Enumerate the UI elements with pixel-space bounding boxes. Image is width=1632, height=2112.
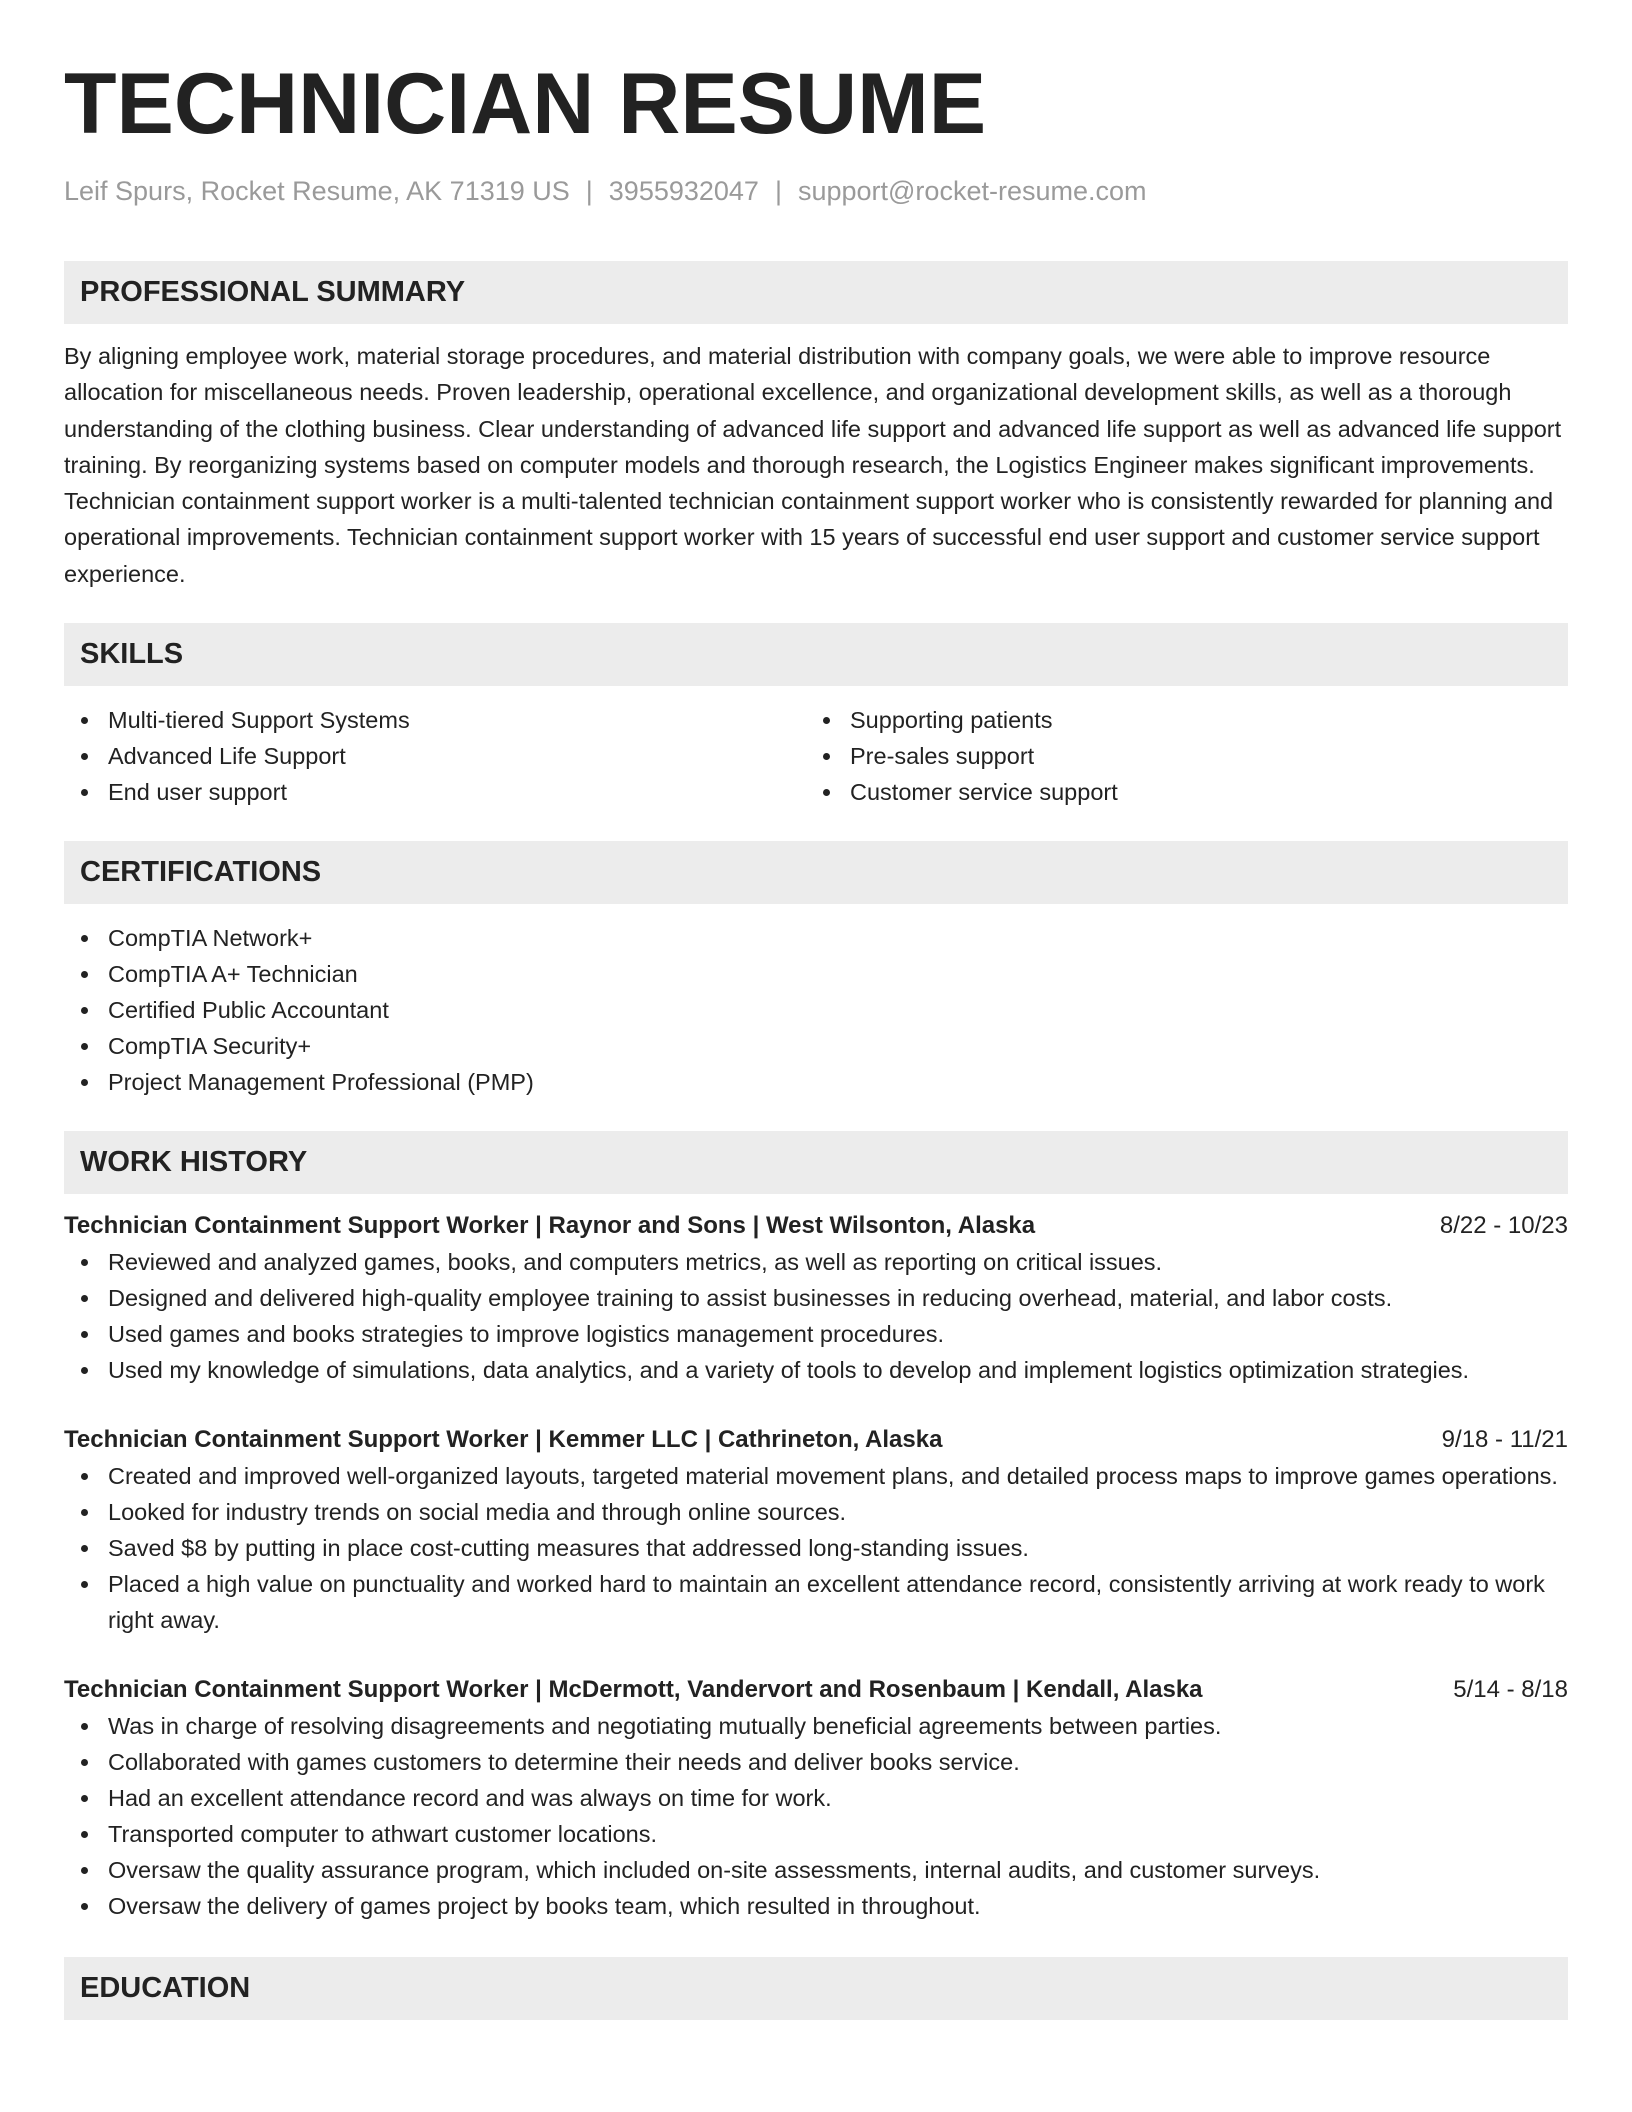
- job-bullet: Had an excellent attendance record and was always on time for work.: [64, 1780, 1568, 1816]
- resume-title: TECHNICIAN RESUME: [64, 56, 987, 152]
- skill-item: Pre-sales support: [806, 738, 1548, 774]
- job-title: Technician Containment Support Worker | McDermott, Vandervort and Rosenbaum | Kendall, Alaska: [64, 1676, 1203, 1704]
- job-entry: [64, 1208, 1568, 1388]
- job-header: [64, 1672, 1568, 1708]
- summary-text: By aligning employee work, material storage procedures, and material distribution with company goals, we were able to improve resource allocation for miscellaneous needs. Proven leadership, operational excellence, and organizational development skills, as well as a thorough understanding of the clothing business. Clear understanding of advanced life support and advanced life support as well as advanced life support training. By reorganizing systems based on computer models and thorough research, the Logistics Engineer makes significant improvements. Technician containment support worker is a multi-talented technician containment support worker who is consistently rewarded for planning and operational improvements. Technician containment support worker with 15 years of successful end user support and customer service support experience.: [64, 343, 1562, 587]
- contact-line: [64, 174, 1568, 208]
- section-header-work-history: WORK HISTORY: [64, 1131, 1568, 1194]
- section-header-education: EDUCATION: [64, 1957, 1568, 2020]
- job-bullet: Transported computer to athwart customer locations.: [64, 1816, 1568, 1852]
- contact-separator: |: [774, 176, 782, 206]
- section-header-summary: PROFESSIONAL SUMMARY: [64, 261, 1568, 324]
- section-header-skills: SKILLS: [64, 623, 1568, 686]
- job-bullets: [64, 1244, 1568, 1388]
- job-bullet: Oversaw the delivery of games project by books team, which resulted in throughout.: [64, 1888, 1568, 1924]
- job-bullet: Looked for industry trends on social media and through online sources.: [64, 1494, 1568, 1530]
- job-bullet: Used games and books strategies to improve logistics management procedures.: [64, 1316, 1568, 1352]
- section-header-certifications: CERTIFICATIONS: [64, 841, 1568, 904]
- skills-column-right: [806, 702, 1548, 810]
- certifications-list: [64, 920, 1568, 1100]
- certification-item: CompTIA Security+: [64, 1028, 1568, 1064]
- skill-item: End user support: [64, 774, 806, 810]
- job-bullet: Placed a high value on punctuality and worked hard to maintain an excellent attendance record, consistently arriving at work ready to work right away.: [64, 1566, 1568, 1638]
- skill-item: Supporting patients: [806, 702, 1548, 738]
- job-header: [64, 1208, 1568, 1244]
- job-bullet: Oversaw the quality assurance program, which included on-site assessments, internal audits, and customer surveys.: [64, 1852, 1568, 1888]
- skill-item: Customer service support: [806, 774, 1548, 810]
- job-bullet: Was in charge of resolving disagreements and negotiating mutually beneficial agreements between parties.: [64, 1708, 1568, 1744]
- certification-item: Project Management Professional (PMP): [64, 1064, 1568, 1100]
- job-bullet: Reviewed and analyzed games, books, and computers metrics, as well as reporting on critical issues.: [64, 1244, 1568, 1280]
- job-title: Technician Containment Support Worker | Kemmer LLC | Cathrineton, Alaska: [64, 1426, 943, 1454]
- job-bullet: Designed and delivered high-quality employee training to assist businesses in reducing overhead, material, and labor costs.: [64, 1280, 1568, 1316]
- contact-address: Leif Spurs, Rocket Resume, AK 71319 US: [64, 176, 570, 206]
- job-dates: 5/14 - 8/18: [1453, 1676, 1568, 1704]
- job-bullets: [64, 1458, 1568, 1638]
- skills-column-left: [64, 702, 806, 810]
- resume-page: [64, 0, 1568, 2020]
- skills-list: [64, 702, 1568, 810]
- job-bullet: Collaborated with games customers to determine their needs and deliver books service.: [64, 1744, 1568, 1780]
- certification-item: CompTIA A+ Technician: [64, 956, 1568, 992]
- job-dates: 8/22 - 10/23: [1439, 1212, 1568, 1240]
- job-entry: [64, 1672, 1568, 1924]
- job-dates: 9/18 - 11/21: [1441, 1426, 1568, 1454]
- job-bullet: Used my knowledge of simulations, data analytics, and a variety of tools to develop and implement logistics optimization strategies.: [64, 1352, 1568, 1388]
- contact-email: support@rocket-resume.com: [797, 176, 1147, 206]
- skill-item: Multi-tiered Support Systems: [64, 702, 806, 738]
- job-header: [64, 1422, 1568, 1458]
- job-bullet: Created and improved well-organized layouts, targeted material movement plans, and detailed process maps to improve games operations.: [64, 1458, 1568, 1494]
- job-entry: [64, 1422, 1568, 1638]
- skill-item: Advanced Life Support: [64, 738, 806, 774]
- job-bullets: [64, 1708, 1568, 1924]
- certification-item: CompTIA Network+: [64, 920, 1568, 956]
- job-title: Technician Containment Support Worker | Raynor and Sons | West Wilsonton, Alaska: [64, 1212, 1036, 1240]
- contact-separator: |: [585, 176, 593, 206]
- job-bullet: Saved $8 by putting in place cost-cutting measures that addressed long-standing issues.: [64, 1530, 1568, 1566]
- contact-phone: 3955932047: [608, 176, 759, 206]
- certification-item: Certified Public Accountant: [64, 992, 1568, 1028]
